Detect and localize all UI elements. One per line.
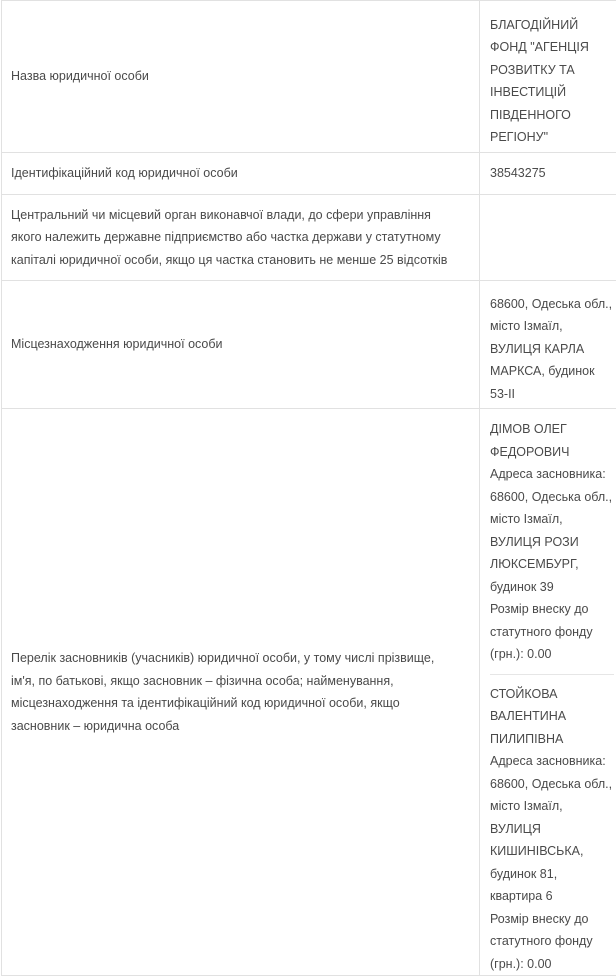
- founder-line: квартира 6: [490, 885, 614, 908]
- registry-table: [1, 0, 616, 976]
- value-line: РЕГІОНУ": [490, 126, 614, 149]
- founder-line: ФЕДОРОВИЧ: [490, 441, 614, 464]
- founder-entry: [490, 418, 614, 674]
- founder-line: Адреса засновника:: [490, 463, 614, 486]
- row-label-entity-code: [2, 153, 480, 195]
- founder-line: статутного фонду: [490, 621, 614, 644]
- label-line: засновник – юридична особа: [11, 715, 467, 738]
- founder-line: 68600, Одеська обл.,: [490, 486, 614, 509]
- row-value-founders: [480, 409, 616, 976]
- founder-line: місто Ізмаїл,: [490, 508, 614, 531]
- value-line: ПІВДЕННОГО: [490, 104, 614, 127]
- founder-line: Розмір внеску до: [490, 598, 614, 621]
- value-line: ІНВЕСТИЦІЙ: [490, 81, 614, 104]
- founder-line: СТОЙКОВА: [490, 683, 614, 706]
- row-label-entity-name: [2, 1, 480, 153]
- value-line: 68600, Одеська обл.,: [490, 293, 614, 316]
- founder-line: ВУЛИЦЯ РОЗИ: [490, 531, 614, 554]
- table-row: [2, 153, 616, 195]
- label-line: ім'я, по батькові, якщо засновник – фізична особа; найменування,: [11, 670, 467, 693]
- founder-line: будинок 81,: [490, 863, 614, 886]
- founder-line: 68600, Одеська обл.,: [490, 773, 614, 796]
- value-line: РОЗВИТКУ ТА: [490, 59, 614, 82]
- label-line: капіталі юридичної особи, якщо ця частка становить не менше 25 відсотків: [11, 249, 467, 272]
- label-line: місцезнаходження та ідентифікаційний код юридичної особи, якщо: [11, 692, 467, 715]
- founder-line: ВУЛИЦЯ: [490, 818, 614, 841]
- table-row: [2, 1, 616, 153]
- value-line: БЛАГОДІЙНИЙ: [490, 14, 614, 37]
- founder-line: ДІМОВ ОЛЕГ: [490, 418, 614, 441]
- label-line: Центральний чи місцевий орган виконавчої влади, до сфери управління: [11, 204, 467, 227]
- label-line: якого належить державне підприємство або частка держави у статутному: [11, 226, 467, 249]
- founder-entry: [490, 674, 614, 976]
- founder-line: ПИЛИПІВНА: [490, 728, 614, 751]
- founder-line: Адреса засновника:: [490, 750, 614, 773]
- founder-line: місто Ізмаїл,: [490, 795, 614, 818]
- row-label-text: Місцезнаходження юридичної особи: [11, 337, 223, 351]
- row-value-entity-code: [480, 153, 616, 195]
- founder-line: ВАЛЕНТИНА: [490, 705, 614, 728]
- row-value-entity-name: [480, 1, 616, 153]
- value-line: ВУЛИЦЯ КАРЛА: [490, 338, 614, 361]
- value-line: 38543275: [490, 162, 614, 185]
- founder-line: КИШИНІВСЬКА,: [490, 840, 614, 863]
- table-row: [2, 195, 616, 281]
- row-value-address: [480, 281, 616, 409]
- value-line: ФОНД "АГЕНЦІЯ: [490, 36, 614, 59]
- row-label-founders: [2, 409, 480, 976]
- row-label-address: [2, 281, 480, 409]
- table-row: [2, 409, 616, 976]
- value-line: 53-ІІ: [490, 383, 614, 406]
- founder-line: (грн.): 0.00: [490, 643, 614, 666]
- founder-line: будинок 39: [490, 576, 614, 599]
- founder-line: ЛЮКСЕМБУРГ,: [490, 553, 614, 576]
- founder-line: (грн.): 0.00: [490, 953, 614, 976]
- value-line: місто Ізмаїл,: [490, 315, 614, 338]
- founder-line: статутного фонду: [490, 930, 614, 953]
- founder-line: Розмір внеску до: [490, 908, 614, 931]
- value-line: МАРКСА, будинок: [490, 360, 614, 383]
- label-line: Перелік засновників (учасників) юридичної особи, у тому числі прізвище,: [11, 647, 467, 670]
- table-row: [2, 281, 616, 409]
- row-label-text: Ідентифікаційний код юридичної особи: [11, 166, 238, 180]
- row-label-authority: [2, 195, 480, 281]
- row-value-authority: [480, 195, 616, 281]
- row-label-text: Назва юридичної особи: [11, 69, 149, 83]
